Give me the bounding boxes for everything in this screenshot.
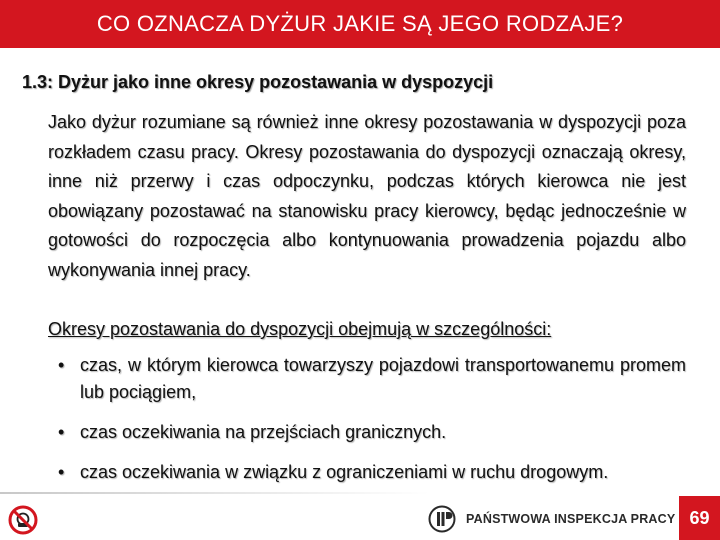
list-item — [56, 419, 686, 446]
body-paragraph: Jako dyżur rozumiane są również inne okresy pozostawania w dyspozycji poza rozkładem czasu pracy. Okresy pozostawania do dyspozycji oznaczają okresy, inne niż przerwy i czas odpoczynku, podczas których kierowca nie jest obowiązany pozostawać na stanowisku pracy kierowcy, będąc jednocześnie w gotowości do rozpoczęcia albo kontynuowania prowadzenia pojazdu albo wykonywania innej pracy. — [48, 112, 686, 280]
no-sign-icon — [8, 505, 38, 535]
page-number: 69 — [689, 507, 710, 528]
footer-divider — [0, 492, 430, 494]
bullet-icon: • — [58, 422, 65, 442]
list-item — [56, 459, 686, 486]
pip-emblem-icon — [428, 505, 458, 533]
organization-name: PAŃSTWOWA INSPEKCJA PRACY — [466, 512, 676, 526]
section-subtitle: 1.3: Dyżur jako inne okresy pozostawania w dyspozycji — [22, 72, 494, 92]
bullet-icon: • — [58, 355, 65, 375]
bullet-list — [56, 352, 686, 486]
organization-logo — [428, 505, 675, 533]
list-item-text: czas, w którym kierowca towarzyszy pojazdowi transportowanemu promem lub pociągiem, — [80, 355, 686, 402]
bullet-icon: • — [58, 462, 65, 482]
list-item — [56, 352, 686, 406]
page-number-badge — [679, 496, 720, 540]
list-heading: Okresy pozostawania do dyspozycji obejmują w szczególności: — [48, 319, 552, 339]
slide-title: CO OZNACZA DYŻUR JAKIE SĄ JEGO RODZAJE? — [96, 11, 624, 36]
list-item-text: czas oczekiwania na przejściach granicznych. — [80, 422, 447, 442]
list-item-text: czas oczekiwania w związku z ograniczeniami w ruchu drogowym. — [80, 462, 609, 482]
title-bar — [0, 0, 720, 48]
